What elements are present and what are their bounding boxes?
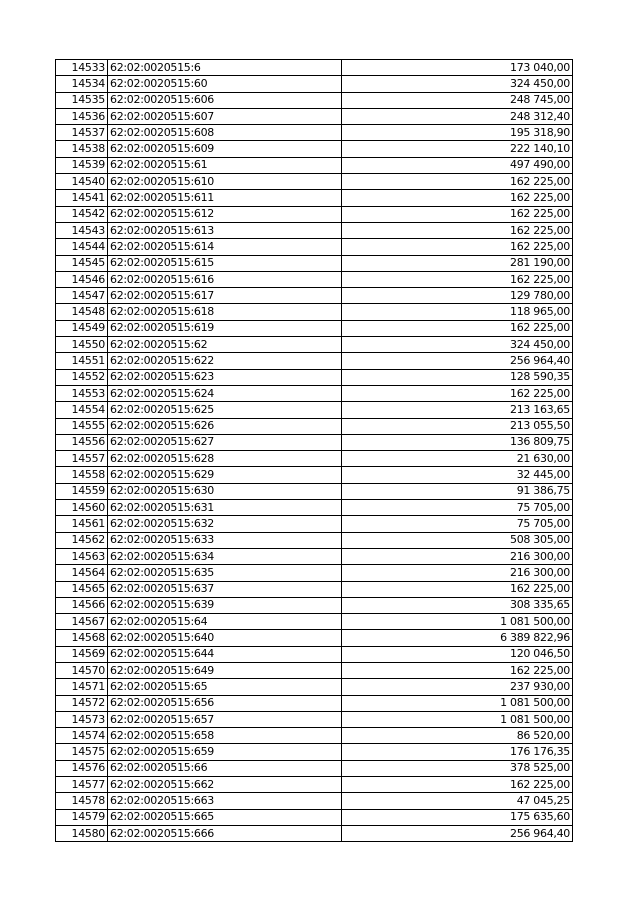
cadastral-number-cell: 62:02:0020515:64	[108, 614, 342, 630]
cadastral-number-cell: 62:02:0020515:635	[108, 565, 342, 581]
cadastral-value-table	[55, 59, 573, 842]
table-row	[56, 793, 573, 809]
row-number-cell: 14565	[56, 581, 108, 597]
cadastral-value-cell: 162 225,00	[342, 777, 573, 793]
cadastral-value-cell: 91 386,75	[342, 483, 573, 499]
cadastral-number-cell: 62:02:0020515:629	[108, 467, 342, 483]
table-row	[56, 92, 573, 108]
cadastral-number-cell: 62:02:0020515:639	[108, 597, 342, 613]
cadastral-number-cell: 62:02:0020515:628	[108, 451, 342, 467]
cadastral-number-cell: 62:02:0020515:649	[108, 662, 342, 678]
cadastral-number-cell: 62:02:0020515:630	[108, 483, 342, 499]
cadastral-value-cell: 213 055,50	[342, 418, 573, 434]
cadastral-value-cell: 497 490,00	[342, 157, 573, 173]
cadastral-value-cell: 162 225,00	[342, 174, 573, 190]
table-row	[56, 679, 573, 695]
cadastral-value-cell: 324 450,00	[342, 337, 573, 353]
cadastral-value-cell: 1 081 500,00	[342, 695, 573, 711]
cadastral-value-cell: 6 389 822,96	[342, 630, 573, 646]
table-row	[56, 516, 573, 532]
row-number-cell: 14553	[56, 385, 108, 401]
cadastral-value-cell: 195 318,90	[342, 125, 573, 141]
row-number-cell: 14570	[56, 662, 108, 678]
row-number-cell: 14575	[56, 744, 108, 760]
cadastral-value-cell: 162 225,00	[342, 271, 573, 287]
cadastral-number-cell: 62:02:0020515:633	[108, 532, 342, 548]
cadastral-value-cell: 508 305,00	[342, 532, 573, 548]
cadastral-value-cell: 162 225,00	[342, 385, 573, 401]
row-number-cell: 14561	[56, 516, 108, 532]
row-number-cell: 14579	[56, 809, 108, 825]
table-row	[56, 288, 573, 304]
cadastral-value-cell: 162 225,00	[342, 320, 573, 336]
cadastral-value-cell: 222 140,10	[342, 141, 573, 157]
cadastral-number-cell: 62:02:0020515:616	[108, 271, 342, 287]
cadastral-value-cell: 176 176,35	[342, 744, 573, 760]
cadastral-value-cell: 162 225,00	[342, 581, 573, 597]
cadastral-number-cell: 62:02:0020515:622	[108, 353, 342, 369]
cadastral-value-cell: 128 590,35	[342, 369, 573, 385]
cadastral-value-cell: 281 190,00	[342, 255, 573, 271]
row-number-cell: 14562	[56, 532, 108, 548]
cadastral-number-cell: 62:02:0020515:618	[108, 304, 342, 320]
cadastral-number-cell: 62:02:0020515:637	[108, 581, 342, 597]
table-row	[56, 467, 573, 483]
row-number-cell: 14576	[56, 760, 108, 776]
table-row	[56, 125, 573, 141]
table-row	[56, 353, 573, 369]
table-row	[56, 76, 573, 92]
table-row	[56, 418, 573, 434]
table-row	[56, 108, 573, 124]
cadastral-number-cell: 62:02:0020515:606	[108, 92, 342, 108]
cadastral-value-cell: 256 964,40	[342, 353, 573, 369]
table-row	[56, 825, 573, 841]
cadastral-value-cell: 162 225,00	[342, 239, 573, 255]
row-number-cell: 14563	[56, 548, 108, 564]
cadastral-value-cell: 129 780,00	[342, 288, 573, 304]
table-row	[56, 304, 573, 320]
table-row	[56, 255, 573, 271]
table-row	[56, 434, 573, 450]
cadastral-value-cell: 120 046,50	[342, 646, 573, 662]
row-number-cell: 14542	[56, 206, 108, 222]
cadastral-number-cell: 62:02:0020515:62	[108, 337, 342, 353]
cadastral-value-cell: 162 225,00	[342, 662, 573, 678]
table-row	[56, 174, 573, 190]
cadastral-value-cell: 1 081 500,00	[342, 711, 573, 727]
row-number-cell: 14559	[56, 483, 108, 499]
cadastral-value-cell: 248 745,00	[342, 92, 573, 108]
cadastral-number-cell: 62:02:0020515:60	[108, 76, 342, 92]
cadastral-number-cell: 62:02:0020515:658	[108, 728, 342, 744]
row-number-cell: 14551	[56, 353, 108, 369]
cadastral-number-cell: 62:02:0020515:615	[108, 255, 342, 271]
row-number-cell: 14534	[56, 76, 108, 92]
cadastral-number-cell: 62:02:0020515:623	[108, 369, 342, 385]
row-number-cell: 14548	[56, 304, 108, 320]
cadastral-number-cell: 62:02:0020515:632	[108, 516, 342, 532]
row-number-cell: 14569	[56, 646, 108, 662]
table-row	[56, 402, 573, 418]
cadastral-number-cell: 62:02:0020515:608	[108, 125, 342, 141]
cadastral-number-cell: 62:02:0020515:662	[108, 777, 342, 793]
row-number-cell: 14558	[56, 467, 108, 483]
cadastral-value-cell: 75 705,00	[342, 500, 573, 516]
table-row	[56, 532, 573, 548]
cadastral-value-cell: 47 045,25	[342, 793, 573, 809]
row-number-cell: 14543	[56, 222, 108, 238]
cadastral-number-cell: 62:02:0020515:625	[108, 402, 342, 418]
cadastral-number-cell: 62:02:0020515:609	[108, 141, 342, 157]
cadastral-number-cell: 62:02:0020515:66	[108, 760, 342, 776]
table-row	[56, 483, 573, 499]
table-row	[56, 777, 573, 793]
row-number-cell: 14538	[56, 141, 108, 157]
row-number-cell: 14549	[56, 320, 108, 336]
cadastral-number-cell: 62:02:0020515:607	[108, 108, 342, 124]
cadastral-number-cell: 62:02:0020515:610	[108, 174, 342, 190]
table-row	[56, 190, 573, 206]
cadastral-number-cell: 62:02:0020515:624	[108, 385, 342, 401]
cadastral-number-cell: 62:02:0020515:644	[108, 646, 342, 662]
table-row	[56, 614, 573, 630]
row-number-cell: 14566	[56, 597, 108, 613]
table-row	[56, 695, 573, 711]
table-row	[56, 760, 573, 776]
table-row	[56, 141, 573, 157]
row-number-cell: 14568	[56, 630, 108, 646]
cadastral-value-cell: 136 809,75	[342, 434, 573, 450]
cadastral-value-cell: 162 225,00	[342, 222, 573, 238]
table-row	[56, 271, 573, 287]
row-number-cell: 14571	[56, 679, 108, 695]
table-row	[56, 728, 573, 744]
cadastral-value-cell: 1 081 500,00	[342, 614, 573, 630]
cadastral-value-cell: 21 630,00	[342, 451, 573, 467]
cadastral-number-cell: 62:02:0020515:619	[108, 320, 342, 336]
row-number-cell: 14546	[56, 271, 108, 287]
cadastral-number-cell: 62:02:0020515:657	[108, 711, 342, 727]
cadastral-value-cell: 213 163,65	[342, 402, 573, 418]
row-number-cell: 14577	[56, 777, 108, 793]
row-number-cell: 14533	[56, 60, 108, 76]
cadastral-number-cell: 62:02:0020515:626	[108, 418, 342, 434]
row-number-cell: 14557	[56, 451, 108, 467]
row-number-cell: 14560	[56, 500, 108, 516]
row-number-cell: 14555	[56, 418, 108, 434]
table-row	[56, 337, 573, 353]
cadastral-value-cell: 248 312,40	[342, 108, 573, 124]
cadastral-number-cell: 62:02:0020515:631	[108, 500, 342, 516]
table-row	[56, 222, 573, 238]
row-number-cell: 14572	[56, 695, 108, 711]
cadastral-number-cell: 62:02:0020515:611	[108, 190, 342, 206]
table-row	[56, 581, 573, 597]
row-number-cell: 14545	[56, 255, 108, 271]
cadastral-number-cell: 62:02:0020515:612	[108, 206, 342, 222]
row-number-cell: 14567	[56, 614, 108, 630]
row-number-cell: 14540	[56, 174, 108, 190]
cadastral-value-cell: 378 525,00	[342, 760, 573, 776]
cadastral-value-cell: 75 705,00	[342, 516, 573, 532]
cadastral-number-cell: 62:02:0020515:627	[108, 434, 342, 450]
cadastral-number-cell: 62:02:0020515:65	[108, 679, 342, 695]
cadastral-value-cell: 216 300,00	[342, 548, 573, 564]
table-row	[56, 809, 573, 825]
table-row	[56, 239, 573, 255]
table-row	[56, 451, 573, 467]
row-number-cell: 14580	[56, 825, 108, 841]
row-number-cell: 14554	[56, 402, 108, 418]
row-number-cell: 14539	[56, 157, 108, 173]
table-row	[56, 320, 573, 336]
table-row	[56, 630, 573, 646]
table-row	[56, 500, 573, 516]
table-row	[56, 646, 573, 662]
row-number-cell: 14564	[56, 565, 108, 581]
cadastral-number-cell: 62:02:0020515:640	[108, 630, 342, 646]
row-number-cell: 14541	[56, 190, 108, 206]
cadastral-number-cell: 62:02:0020515:659	[108, 744, 342, 760]
cadastral-number-cell: 62:02:0020515:617	[108, 288, 342, 304]
table-body	[56, 60, 573, 842]
cadastral-value-cell: 216 300,00	[342, 565, 573, 581]
cadastral-value-cell: 162 225,00	[342, 206, 573, 222]
table-row	[56, 597, 573, 613]
table-row	[56, 385, 573, 401]
cadastral-value-cell: 324 450,00	[342, 76, 573, 92]
cadastral-value-cell: 32 445,00	[342, 467, 573, 483]
cadastral-number-cell: 62:02:0020515:656	[108, 695, 342, 711]
table-row	[56, 60, 573, 76]
cadastral-value-cell: 173 040,00	[342, 60, 573, 76]
row-number-cell: 14552	[56, 369, 108, 385]
cadastral-value-cell: 118 965,00	[342, 304, 573, 320]
row-number-cell: 14535	[56, 92, 108, 108]
cadastral-value-cell: 86 520,00	[342, 728, 573, 744]
table-row	[56, 662, 573, 678]
table-row	[56, 711, 573, 727]
table-row	[56, 206, 573, 222]
row-number-cell: 14544	[56, 239, 108, 255]
row-number-cell: 14550	[56, 337, 108, 353]
table-row	[56, 744, 573, 760]
cadastral-value-cell: 308 335,65	[342, 597, 573, 613]
table-row	[56, 565, 573, 581]
cadastral-value-cell: 256 964,40	[342, 825, 573, 841]
table-row	[56, 369, 573, 385]
cadastral-value-cell: 175 635,60	[342, 809, 573, 825]
row-number-cell: 14547	[56, 288, 108, 304]
row-number-cell: 14573	[56, 711, 108, 727]
cadastral-number-cell: 62:02:0020515:613	[108, 222, 342, 238]
cadastral-value-cell: 162 225,00	[342, 190, 573, 206]
row-number-cell: 14537	[56, 125, 108, 141]
cadastral-number-cell: 62:02:0020515:665	[108, 809, 342, 825]
table-row	[56, 157, 573, 173]
row-number-cell: 14556	[56, 434, 108, 450]
row-number-cell: 14578	[56, 793, 108, 809]
cadastral-number-cell: 62:02:0020515:61	[108, 157, 342, 173]
cadastral-number-cell: 62:02:0020515:614	[108, 239, 342, 255]
cadastral-number-cell: 62:02:0020515:6	[108, 60, 342, 76]
row-number-cell: 14536	[56, 108, 108, 124]
cadastral-number-cell: 62:02:0020515:666	[108, 825, 342, 841]
cadastral-number-cell: 62:02:0020515:634	[108, 548, 342, 564]
row-number-cell: 14574	[56, 728, 108, 744]
cadastral-value-cell: 237 930,00	[342, 679, 573, 695]
cadastral-number-cell: 62:02:0020515:663	[108, 793, 342, 809]
table-row	[56, 548, 573, 564]
